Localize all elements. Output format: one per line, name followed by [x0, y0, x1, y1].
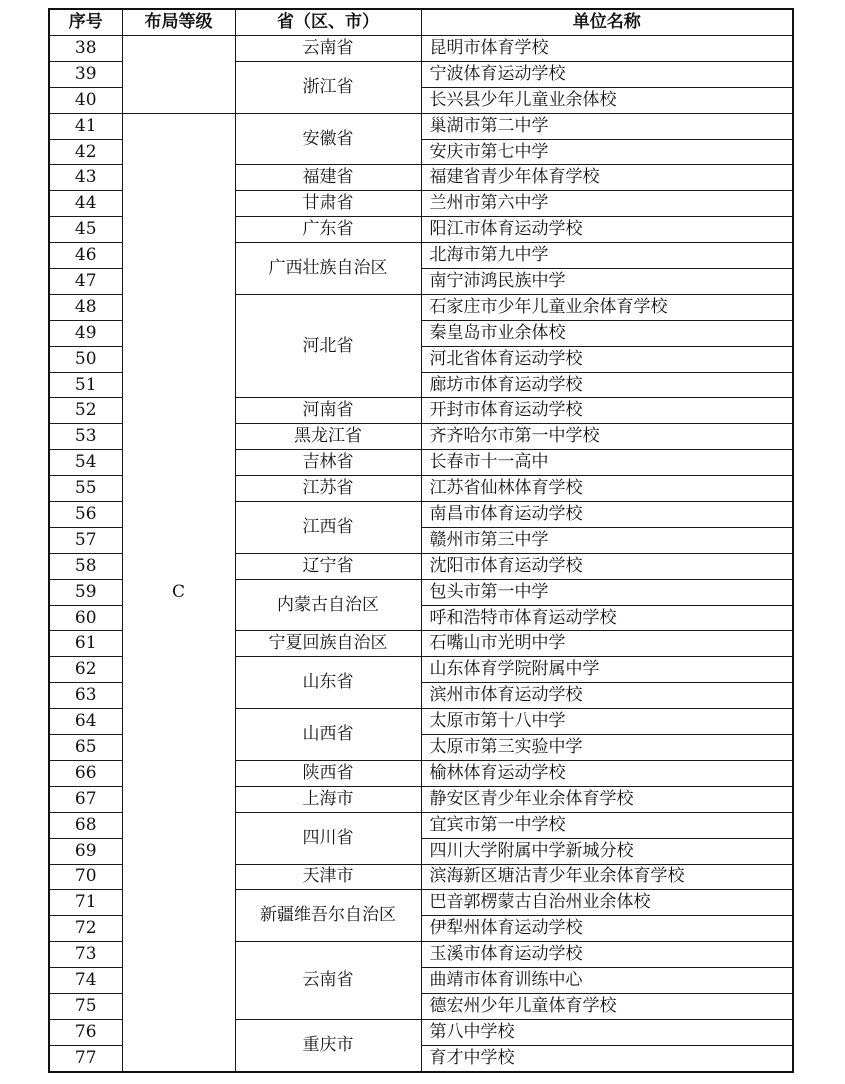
unit-name-cell: 赣州市第三中学 — [421, 527, 793, 553]
serial-number-cell: 38 — [49, 36, 122, 62]
header-serial-number: 序号 — [49, 9, 122, 36]
header-row — [49, 9, 793, 36]
layout-level-cell: C — [122, 113, 235, 1071]
unit-name-cell: 第八中学校 — [421, 1019, 793, 1045]
serial-number-cell: 40 — [49, 87, 122, 113]
unit-name-cell: 南昌市体育运动学校 — [421, 502, 793, 528]
school-list-table — [48, 8, 794, 1073]
serial-number-cell: 42 — [49, 139, 122, 165]
province-cell: 吉林省 — [235, 450, 421, 476]
province-cell: 宁夏回族自治区 — [235, 631, 421, 657]
header-unit-name: 单位名称 — [421, 9, 793, 36]
unit-name-cell: 滨州市体育运动学校 — [421, 683, 793, 709]
unit-name-cell: 昆明市体育学校 — [421, 36, 793, 62]
province-cell: 云南省 — [235, 36, 421, 62]
unit-name-cell: 兰州市第六中学 — [421, 191, 793, 217]
province-cell: 广西壮族自治区 — [235, 243, 421, 295]
serial-number-cell: 70 — [49, 864, 122, 890]
province-cell: 江苏省 — [235, 476, 421, 502]
serial-number-cell: 75 — [49, 993, 122, 1019]
unit-name-cell: 山东体育学院附属中学 — [421, 657, 793, 683]
province-cell: 上海市 — [235, 786, 421, 812]
serial-number-cell: 71 — [49, 890, 122, 916]
table-row — [49, 113, 793, 139]
serial-number-cell: 49 — [49, 320, 122, 346]
serial-number-cell: 44 — [49, 191, 122, 217]
unit-name-cell: 玉溪市体育运动学校 — [421, 942, 793, 968]
unit-name-cell: 江苏省仙林体育学校 — [421, 476, 793, 502]
serial-number-cell: 69 — [49, 838, 122, 864]
serial-number-cell: 62 — [49, 657, 122, 683]
unit-name-cell: 安庆市第七中学 — [421, 139, 793, 165]
province-cell: 云南省 — [235, 942, 421, 1020]
table-body — [49, 36, 793, 1072]
serial-number-cell: 72 — [49, 916, 122, 942]
serial-number-cell: 39 — [49, 61, 122, 87]
table-row — [49, 36, 793, 62]
serial-number-cell: 54 — [49, 450, 122, 476]
unit-name-cell: 呼和浩特市体育运动学校 — [421, 605, 793, 631]
serial-number-cell: 55 — [49, 476, 122, 502]
province-cell: 重庆市 — [235, 1019, 421, 1071]
province-cell: 福建省 — [235, 165, 421, 191]
province-cell: 新疆维吾尔自治区 — [235, 890, 421, 942]
province-cell: 江西省 — [235, 502, 421, 554]
serial-number-cell: 68 — [49, 812, 122, 838]
unit-name-cell: 太原市第十八中学 — [421, 709, 793, 735]
serial-number-cell: 47 — [49, 269, 122, 295]
unit-name-cell: 四川大学附属中学新城分校 — [421, 838, 793, 864]
province-cell: 安徽省 — [235, 113, 421, 165]
province-cell: 甘肃省 — [235, 191, 421, 217]
serial-number-cell: 59 — [49, 579, 122, 605]
unit-name-cell: 长兴县少年儿童业余体校 — [421, 87, 793, 113]
unit-name-cell: 阳江市体育运动学校 — [421, 217, 793, 243]
serial-number-cell: 52 — [49, 398, 122, 424]
serial-number-cell: 41 — [49, 113, 122, 139]
unit-name-cell: 齐齐哈尔市第一中学校 — [421, 424, 793, 450]
unit-name-cell: 滨海新区塘沽青少年业余体育学校 — [421, 864, 793, 890]
serial-number-cell: 53 — [49, 424, 122, 450]
unit-name-cell: 宁波体育运动学校 — [421, 61, 793, 87]
province-cell: 山东省 — [235, 657, 421, 709]
header-layout-level: 布局等级 — [122, 9, 235, 36]
serial-number-cell: 63 — [49, 683, 122, 709]
serial-number-cell: 77 — [49, 1045, 122, 1071]
unit-name-cell: 包头市第一中学 — [421, 579, 793, 605]
serial-number-cell: 43 — [49, 165, 122, 191]
unit-name-cell: 育才中学校 — [421, 1045, 793, 1071]
unit-name-cell: 河北省体育运动学校 — [421, 346, 793, 372]
province-cell: 黑龙江省 — [235, 424, 421, 450]
layout-level-cell — [122, 36, 235, 114]
serial-number-cell: 66 — [49, 760, 122, 786]
unit-name-cell: 伊犁州体育运动学校 — [421, 916, 793, 942]
serial-number-cell: 73 — [49, 942, 122, 968]
unit-name-cell: 德宏州少年儿童体育学校 — [421, 993, 793, 1019]
unit-name-cell: 石家庄市少年儿童业余体育学校 — [421, 294, 793, 320]
province-cell: 山西省 — [235, 709, 421, 761]
unit-name-cell: 榆林体育运动学校 — [421, 760, 793, 786]
province-cell: 河北省 — [235, 294, 421, 398]
serial-number-cell: 50 — [49, 346, 122, 372]
serial-number-cell: 74 — [49, 968, 122, 994]
province-cell: 河南省 — [235, 398, 421, 424]
header-province: 省（区、市） — [235, 9, 421, 36]
province-cell: 四川省 — [235, 812, 421, 864]
serial-number-cell: 57 — [49, 527, 122, 553]
unit-name-cell: 廊坊市体育运动学校 — [421, 372, 793, 398]
serial-number-cell: 61 — [49, 631, 122, 657]
province-cell: 陕西省 — [235, 760, 421, 786]
unit-name-cell: 沈阳市体育运动学校 — [421, 553, 793, 579]
serial-number-cell: 67 — [49, 786, 122, 812]
serial-number-cell: 56 — [49, 502, 122, 528]
unit-name-cell: 巢湖市第二中学 — [421, 113, 793, 139]
serial-number-cell: 60 — [49, 605, 122, 631]
unit-name-cell: 南宁沛鸿民族中学 — [421, 269, 793, 295]
serial-number-cell: 45 — [49, 217, 122, 243]
province-cell: 广东省 — [235, 217, 421, 243]
unit-name-cell: 静安区青少年业余体育学校 — [421, 786, 793, 812]
table-header — [49, 9, 793, 36]
unit-name-cell: 秦皇岛市业余体校 — [421, 320, 793, 346]
serial-number-cell: 65 — [49, 735, 122, 761]
unit-name-cell: 福建省青少年体育学校 — [421, 165, 793, 191]
serial-number-cell: 58 — [49, 553, 122, 579]
serial-number-cell: 48 — [49, 294, 122, 320]
unit-name-cell: 开封市体育运动学校 — [421, 398, 793, 424]
unit-name-cell: 曲靖市体育训练中心 — [421, 968, 793, 994]
serial-number-cell: 51 — [49, 372, 122, 398]
province-cell: 内蒙古自治区 — [235, 579, 421, 631]
unit-name-cell: 北海市第九中学 — [421, 243, 793, 269]
serial-number-cell: 46 — [49, 243, 122, 269]
serial-number-cell: 64 — [49, 709, 122, 735]
serial-number-cell: 76 — [49, 1019, 122, 1045]
unit-name-cell: 石嘴山市光明中学 — [421, 631, 793, 657]
province-cell: 辽宁省 — [235, 553, 421, 579]
province-cell: 浙江省 — [235, 61, 421, 113]
unit-name-cell: 宜宾市第一中学校 — [421, 812, 793, 838]
unit-name-cell: 太原市第三实验中学 — [421, 735, 793, 761]
unit-name-cell: 长春市十一高中 — [421, 450, 793, 476]
province-cell: 天津市 — [235, 864, 421, 890]
unit-name-cell: 巴音郭楞蒙古自治州业余体校 — [421, 890, 793, 916]
